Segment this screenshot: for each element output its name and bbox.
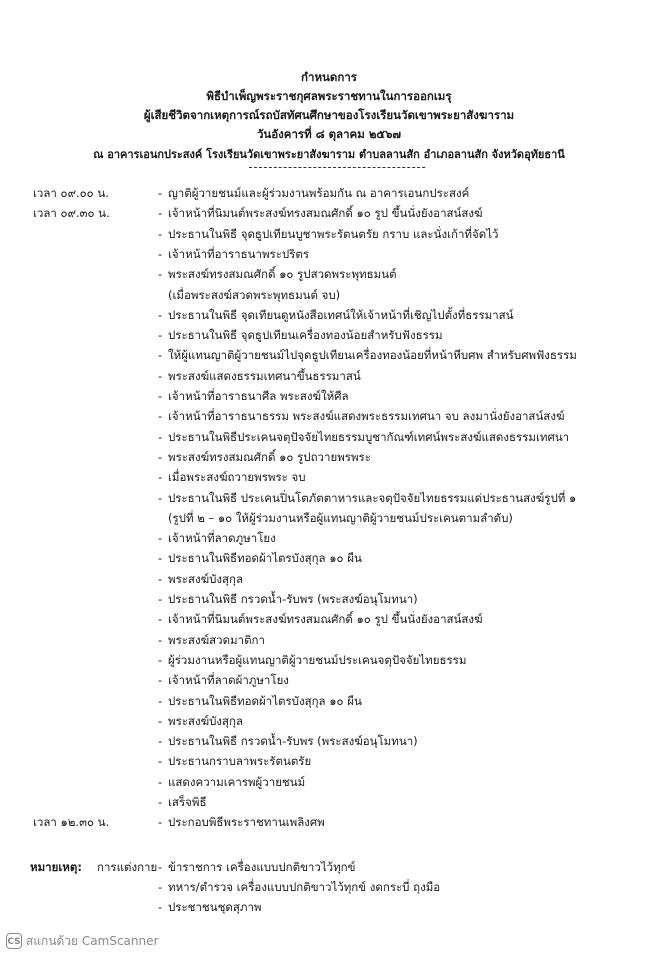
schedule-item: ให้ผู้แทนญาติผู้วายชนม์ไปจุดธูปเทียนเครื่องทองน้อยที่หน้าหีบศพ สำหรับศพฟังธรรม <box>168 348 577 363</box>
bullet-dash: - <box>158 226 163 241</box>
schedule-row <box>0 386 658 406</box>
schedule-item: เจ้าหน้าที่นิมนต์พระสงฆ์ทรงสมณศักดิ์ ๑๐ รูป ขึ้นนั่งยังอาสน์สงฆ์ <box>168 612 483 627</box>
camscanner-watermark <box>6 932 158 950</box>
schedule-item: แสดงความเคารพผู้วายชนม์ <box>168 774 306 789</box>
bullet-dash: - <box>158 713 163 728</box>
schedule-row <box>0 792 658 812</box>
bullet-dash: - <box>158 774 163 789</box>
dress-code-label: การแต่งกาย <box>97 860 158 874</box>
bullet-dash: - <box>158 734 163 749</box>
bullet-dash: - <box>158 795 163 809</box>
bullet-dash: - <box>158 815 163 830</box>
schedule-row <box>0 264 658 284</box>
bullet-dash: - <box>158 880 163 894</box>
schedule-item: เสร็จพิธี <box>168 795 207 809</box>
schedule-item: ประธานในพิธี กรวดน้ำ-รับพร (พระสงฆ์อนุโมทนา) <box>168 592 418 606</box>
schedule-row <box>0 467 658 487</box>
bullet-dash: - <box>158 652 163 667</box>
schedule-row <box>0 711 658 731</box>
schedule-item: พระสงฆ์ทรงสมณศักดิ์ ๑๐ รูปถวายพรพระ <box>168 449 371 464</box>
bullet-dash: - <box>158 348 163 363</box>
doc-title: กำหนดการ <box>301 70 357 84</box>
schedule-row <box>0 224 658 244</box>
camscanner-logo-icon: CS <box>6 933 22 949</box>
schedule-item: ประธานในพิธี จุดธูปเทียนบูชาพระรัตนตรัย กราบ และนั่งเก้าที่จัดไว้ <box>168 226 499 241</box>
schedule-row <box>0 203 658 223</box>
bullet-dash: - <box>158 693 163 708</box>
bullet-dash: - <box>158 186 163 200</box>
bullet-dash: - <box>158 673 163 688</box>
schedule-item: เจ้าหน้าที่อาราธนาธรรม พระสงฆ์แสดงพระธรรมเทศนา จบ ลงมานั่งยังอาสน์สงฆ์ <box>168 409 565 424</box>
schedule-row <box>0 488 658 508</box>
bullet-dash: - <box>158 267 163 282</box>
ceremony-location: ณ อาคารเอนกประสงค์ โรงเรียนวัดเขาพระยาสังฆาราม ตำบลลานสัก อำเภอลานสัก จังหวัดอุทัยธานี <box>93 148 565 161</box>
dress-code-item: ข้าราชการ เครื่องแบบปกติขาวไว้ทุกข์ <box>168 860 356 874</box>
schedule-item: ประธานในพิธี ประเคนปิ่นโตภัตตาหารและจตุปัจจัยไทยธรรมแด่ประธานสงฆ์รูปที่ ๑ <box>168 490 577 505</box>
header-divider <box>249 167 425 168</box>
bullet-dash: - <box>158 409 163 424</box>
note-row <box>0 877 658 897</box>
schedule-row <box>0 447 658 467</box>
bullet-dash: - <box>158 551 163 566</box>
note-row <box>0 897 658 917</box>
bullet-dash: - <box>158 307 163 322</box>
schedule-row <box>0 650 658 670</box>
schedule-row <box>0 609 658 629</box>
schedule-row <box>0 366 658 386</box>
bullet-dash: - <box>158 246 163 261</box>
schedule-item: เจ้าหน้าที่ลาดภูษาโยง <box>168 531 276 546</box>
schedule-item: เจ้าหน้าที่ลาดผ้าภูษาโยง <box>168 673 289 688</box>
schedule-row <box>0 670 658 690</box>
schedule-row <box>0 406 658 426</box>
schedule-item: เจ้าหน้าที่อาราธนาพระปริตร <box>168 246 309 261</box>
schedule-item: เจ้าหน้าที่อาราธนาศีล พระสงฆ์ให้ศีล <box>168 389 349 403</box>
schedule-row <box>0 528 658 548</box>
bullet-dash: - <box>158 328 163 343</box>
ceremony-title: พิธีบำเพ็ญพระราชกุศลพระราชทานในการออกเมรุ <box>206 89 452 103</box>
note-row <box>0 857 658 877</box>
bullet-dash: - <box>158 900 163 914</box>
schedule-row <box>0 508 658 528</box>
schedule-item: ประธานในพิธีทอดผ้าไตรบังสุกุล ๑๐ ผืน <box>168 693 362 708</box>
schedule-row <box>0 691 658 711</box>
dress-code-item: ประชาชนชุดสุภาพ <box>168 900 262 914</box>
schedule-row <box>0 772 658 792</box>
schedule-row <box>0 427 658 447</box>
bullet-dash: - <box>158 571 163 586</box>
schedule-item: ประกอบพิธีพระราชทานเพลิงศพ <box>168 815 325 830</box>
schedule-row <box>0 630 658 650</box>
schedule-row <box>0 812 658 832</box>
schedule-item: เจ้าหน้าที่นิมนต์พระสงฆ์ทรงสมณศักดิ์ ๑๐ รูป ขึ้นนั่งยังอาสน์สงฆ์ <box>168 206 483 221</box>
schedule-item: ประธานกราบลาพระรัตนตรัย <box>168 754 312 769</box>
bullet-dash: - <box>158 206 163 221</box>
schedule-row <box>0 345 658 365</box>
note-label: หมายเหตุ: <box>30 860 82 874</box>
schedule-note: (เมื่อพระสงฆ์สวดพระพุทธมนต์ จบ) <box>168 287 341 302</box>
schedule-item: ประธานในพิธีทอดผ้าไตรบังสุกุล ๑๐ ผืน <box>168 551 362 566</box>
schedule-item: ประธานในพิธี กรวดน้ำ-รับพร (พระสงฆ์อนุโมทนา) <box>168 734 418 749</box>
bullet-dash: - <box>158 612 163 627</box>
schedule-time: เวลา ๐๙.๓๐ น. <box>33 206 110 221</box>
schedule-item: พระสงฆ์บังสุกุล <box>168 713 244 728</box>
schedule-row <box>0 325 658 345</box>
schedule-item: พระสงฆ์บังสุกุล <box>168 571 244 586</box>
bullet-dash: - <box>158 592 163 606</box>
schedule-row <box>0 244 658 264</box>
bullet-dash: - <box>158 860 163 874</box>
schedule-row <box>0 305 658 325</box>
schedule-item: ญาติผู้วายชนม์และผู้ร่วมงานพร้อมกัน ณ อาคารเอนกประสงค์ <box>168 186 470 200</box>
schedule-item: ผู้ร่วมงานหรือผู้แทนญาติผู้วายชนม์ประเคนจตุปัจจัยไทยธรรม <box>168 652 467 667</box>
schedule-time: เวลา ๐๙.๐๐ น. <box>33 186 109 200</box>
schedule-item: ประธานในพิธี จุดธูปเทียนเครื่องทองน้อยสำหรับฟังธรรม <box>168 328 443 343</box>
watermark-text: สแกนด้วย CamScanner <box>26 933 159 948</box>
bullet-dash: - <box>158 470 163 485</box>
schedule-item: เมื่อพระสงฆ์ถวายพรพระ จบ <box>168 470 306 485</box>
ceremony-subject: ผู้เสียชีวิตจากเหตุการณ์รถบัสทัศนศึกษาของโรงเรียนวัดเขาพระยาสังฆาราม <box>143 108 515 122</box>
bullet-dash: - <box>158 389 163 403</box>
bullet-dash: - <box>158 754 163 769</box>
schedule-item: พระสงฆ์แสดงธรรมเทศนาขึ้นธรรมาสน์ <box>168 368 361 383</box>
schedule-time: เวลา ๑๒.๓๐ น. <box>33 815 110 830</box>
bullet-dash: - <box>158 429 163 444</box>
schedule-row <box>0 183 658 203</box>
bullet-dash: - <box>158 632 163 647</box>
bullet-dash: - <box>158 449 163 464</box>
schedule-row <box>0 731 658 751</box>
schedule-row <box>0 569 658 589</box>
ceremony-date: วันอังคารที่ ๘ ตุลาคม ๒๕๖๗ <box>256 127 402 141</box>
schedule-row <box>0 548 658 568</box>
schedule-row <box>0 285 658 305</box>
schedule-row <box>0 589 658 609</box>
bullet-dash: - <box>158 368 163 383</box>
schedule-note: (รูปที่ ๒ – ๑๐ ให้ผู้ร่วมงานหรือผู้แทนญาติผู้วายชนม์ประเคนตามลำดับ) <box>168 510 513 525</box>
schedule-item: พระสงฆ์สวดมาติกา <box>168 632 265 647</box>
bullet-dash: - <box>158 531 163 546</box>
schedule-item: ประธานในพิธี จุดเทียนดูหนังสือเทศน์ให้เจ้าหน้าที่เชิญไปตั้งที่ธรรมาสน์ <box>168 307 514 322</box>
schedule-row <box>0 751 658 771</box>
schedule-item: พระสงฆ์ทรงสมณศักดิ์ ๑๐ รูปสวดพระพุทธมนต์ <box>168 267 397 282</box>
dress-code-item: ทหาร/ตำรวจ เครื่องแบบปกติขาวไว้ทุกข์ งดกระบี่ ถุงมือ <box>168 880 441 894</box>
bullet-dash: - <box>158 490 163 505</box>
schedule-item: ประธานในพิธีประเคนจตุปัจจัยไทยธรรมบูชากัณฑ์เทศน์พระสงฆ์แสดงธรรมเทศนา <box>168 429 570 444</box>
